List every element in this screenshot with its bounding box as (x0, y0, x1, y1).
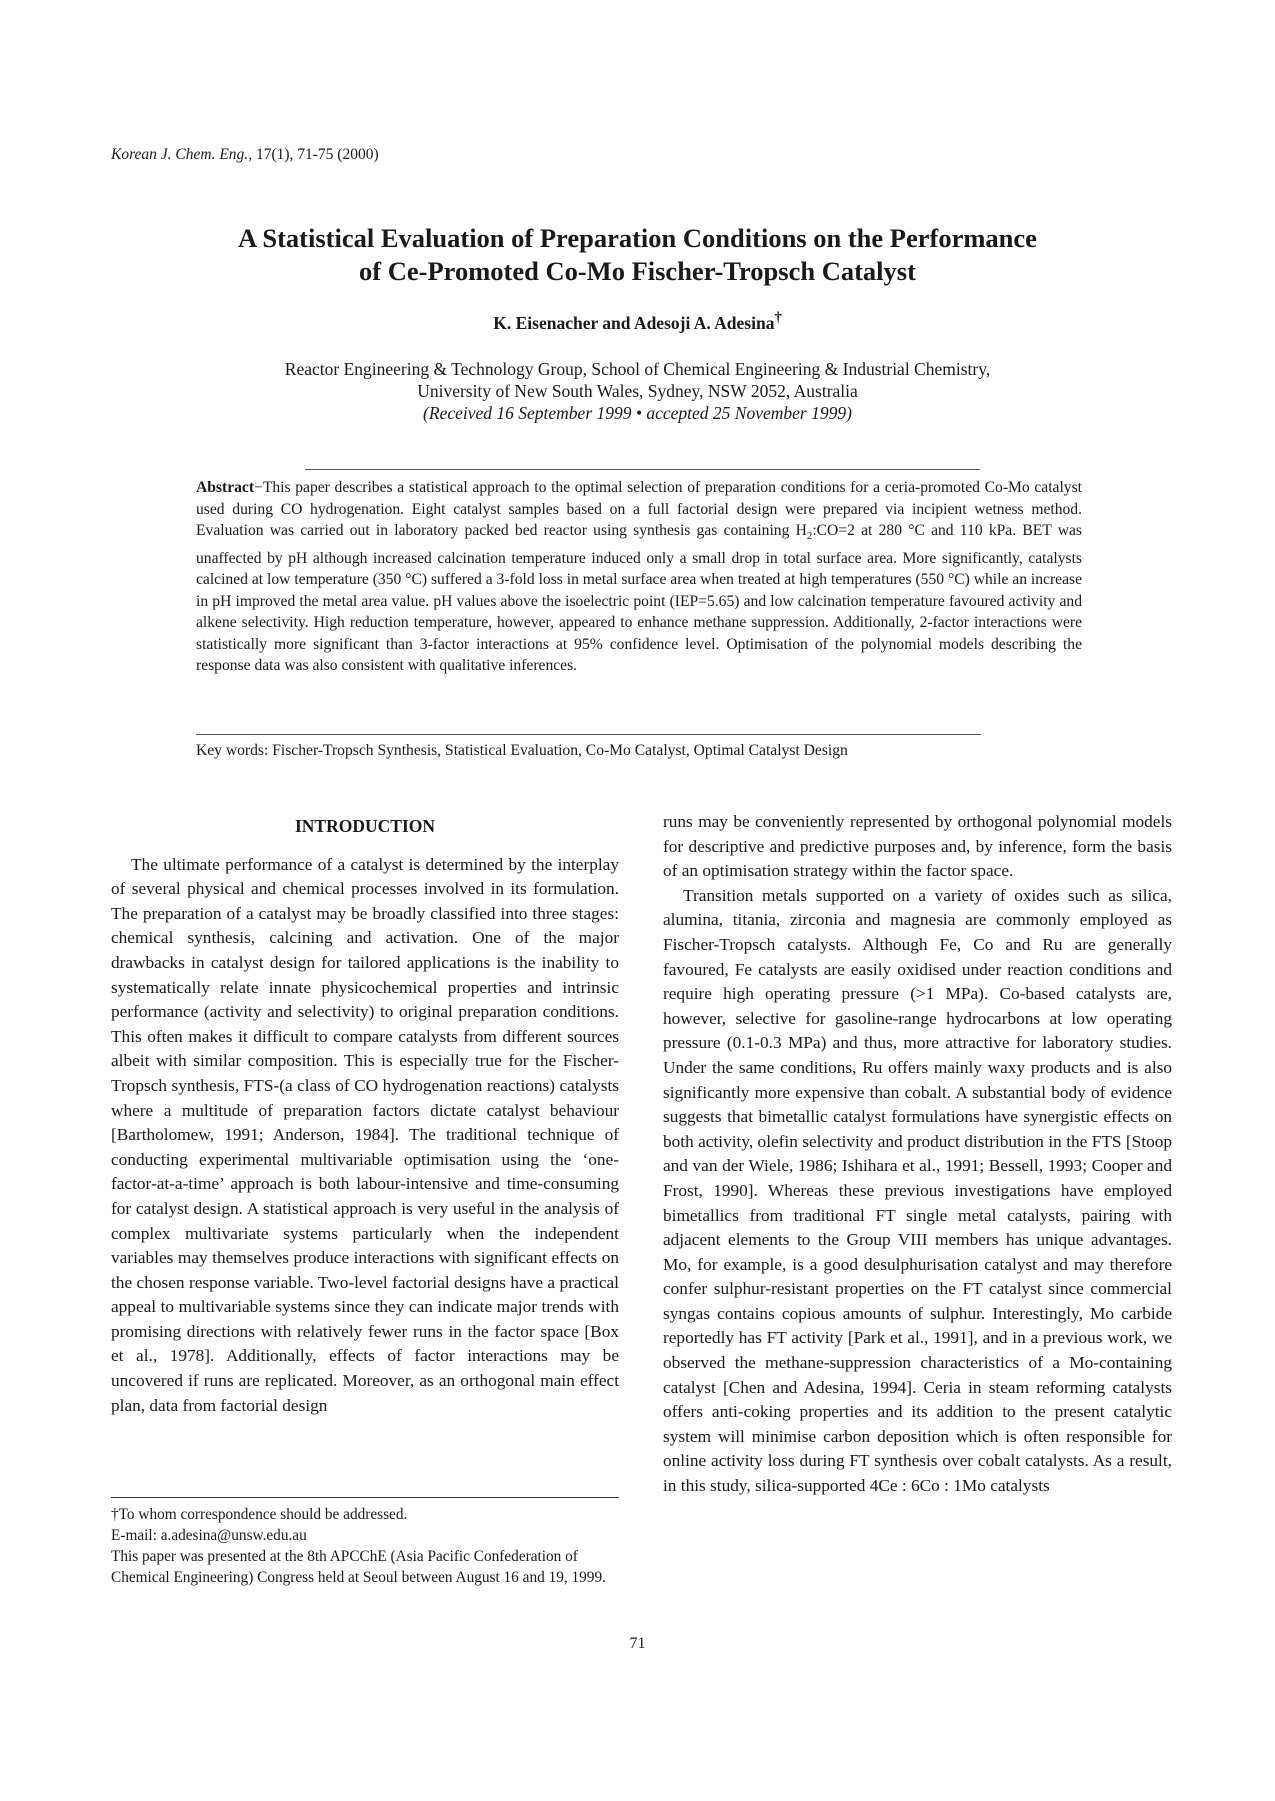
left-column (111, 814, 619, 1418)
paper-title (150, 222, 1125, 288)
title-line-1: A Statistical Evaluation of Preparation Conditions on the Performance (238, 223, 1037, 253)
keywords: Key words: Fischer-Tropsch Synthesis, Statistical Evaluation, Co-Mo Catalyst, Optimal Catalyst Design (196, 742, 848, 759)
abstract-heading: Abstract (196, 479, 255, 496)
corresponding-mark: † (774, 310, 782, 326)
affiliation (150, 358, 1125, 424)
abstract-text-1: −This paper describes a statistical approach to the optimal selection of preparation conditions for a ceria-promoted Co-Mo catalyst used during CO hydrogenation. Eight catalyst samples based on a full factorial design were prepared via incipient wetness method. Evaluation was carried out in laboratory packed bed reactor using synthesis gas containing H (196, 479, 1082, 539)
volume-issue-pages: , 17(1), 71-75 (2000) (248, 146, 379, 163)
affiliation-line-1: Reactor Engineering & Technology Group, School of Chemical Engineering & Industrial Chemistry, (284, 359, 991, 379)
section-heading-introduction: INTRODUCTION (294, 816, 436, 836)
intro-paragraph-2: Transition metals supported on a variety of oxides such as silica, alumina, titania, zirconia and magnesia are commonly employed as Fischer-Tropsch catalysts. Although Fe, Co and Ru are generally favoured, Fe catalysts are easily oxidised under reaction conditions and require high operating pressure (>1 MPa). Co-based catalysts are, however, selective for gasoline-range hydrocarbons at low operating pressure (0.1-0.3 MPa) and thus, more attractive for laboratory studies. Under the same conditions, Ru offers mainly waxy products and is also significantly more expensive than cobalt. A substantial body of evidence suggests that bimetallic catalyst formulations have synergistic effects on both activity, olefin selectivity and product distribution in the FTS [Stoop and van der Wiele, 1986; Ishihara et al., 1991; Bessell, 1993; Cooper and Frost, 1990]. Whereas these previous investigations have employed bimetallics from traditional FT single metal catalysts, pairing with adjacent elements to the Group VIII members has unique advantages. Mo, for example, is a good desulphurisation catalyst and may therefore confer sulphur-resistant properties on the FT catalyst since commercial syngas contains copious amounts of sulphur. Interestingly, Mo carbide reportedly has FT activity [Park et al., 1991], and in a previous work, we observed the methane-suppression characteristics of a Mo-containing catalyst [Chen and Adesina, 1994]. Ceria in steam reforming catalysts offers anti-coking properties and its addition to the present catalytic system will minimise carbon deposition which is often responsible for online activity loss during FT synthesis over cobalt catalysts. As a result, in this study, silica-supported 4Ce : 6Co : 1Mo catalysts (663, 885, 1172, 1496)
abstract (196, 477, 1082, 677)
page-number: 71 (629, 1635, 646, 1652)
abstract-top-rule (305, 469, 980, 470)
footnotes (111, 1504, 619, 1588)
received-dates: (Received 16 September 1999 • accepted 25 November 1999) (423, 403, 852, 423)
title-line-2: of Ce-Promoted Co-Mo Fischer-Tropsch Catalyst (359, 256, 916, 286)
journal-name: Korean J. Chem. Eng. (111, 146, 249, 163)
footnote-email: E-mail: a.adesina@unsw.edu.au (111, 1527, 307, 1544)
intro-paragraph-1: The ultimate performance of a catalyst is determined by the interplay of several physical and chemical processes involved in its formulation. The preparation of a catalyst may be broadly classified into three stages: chemical synthesis, calcining and activation. One of the major drawbacks in catalyst design for tailored applications is the inability to systematically relate innate physicochemical properties and intrinsic performance (activity and selectivity) to original preparation conditions. This often makes it difficult to compare catalysts from different sources albeit with similar composition. This is especially true for the Fischer-Tropsch synthesis, FTS-(a class of CO hydrogenation reactions) catalysts where a multitude of preparation factors dictate catalyst behaviour [Bartholomew, 1991; Anderson, 1984]. The traditional technique of conducting experimental multivariable optimisation using the ‘one-factor-at-a-time’ approach is both labour-intensive and time-consuming for catalyst design. A statistical approach is very useful in the analysis of complex multivariate systems particularly when the independent variables may themselves produce interactions with significant effects on the chosen response variable. Two-level factorial designs have a practical appeal to multivariable systems since they can indicate major trends with promising directions with relatively fewer runs in the factor space [Box et al., 1978]. Additionally, effects of factor interactions may be uncovered if runs are replicated. Moreover, as an orthogonal main effect plan, data from factorial design (111, 854, 619, 1415)
footnote-rule (111, 1497, 619, 1498)
intro-paragraph-1-continued: runs may be conveniently represented by orthogonal polynomial models for descriptive and predictive purposes and, by inference, form the basis of an optimisation strategy within the factor space. (663, 812, 1172, 881)
footnote-presented: This paper was presented at the 8th APCChE (Asia Pacific Confederation of Chemical Engineering) Congress held at Seoul between August 16 and 19, 1999. (111, 1548, 606, 1586)
right-column (663, 810, 1172, 1499)
authors (150, 310, 1125, 334)
footnote-correspondence: †To whom correspondence should be addressed. (111, 1506, 408, 1523)
journal-reference (111, 146, 379, 164)
author-names: K. Eisenacher and Adesoji A. Adesina (493, 312, 775, 333)
abstract-text-2: :CO=2 at 280 °C and 110 kPa. BET was unaffected by pH although increased calcination temperature induced only a small drop in total surface area. More significantly, catalysts calcined at low temperature (350 °C) suffered a 3-fold loss in metal surface area when treated at high temperatures (550 °C) while an increase in pH improved the metal area value. pH values above the isoelectric point (IEP=5.65) and low calcination temperature favoured activity and alkene selectivity. High reduction temperature, however, appeared to enhance methane suppression. Additionally, 2-factor interactions were statistically more significant than 3-factor interactions at 95% confidence level. Optimisation of the polynomial models describing the response data was also consistent with qualitative inferences. (196, 522, 1082, 675)
abstract-subscript: 2 (806, 530, 813, 543)
affiliation-line-2: University of New South Wales, Sydney, NSW 2052, Australia (417, 381, 858, 401)
abstract-bottom-rule (196, 734, 981, 735)
